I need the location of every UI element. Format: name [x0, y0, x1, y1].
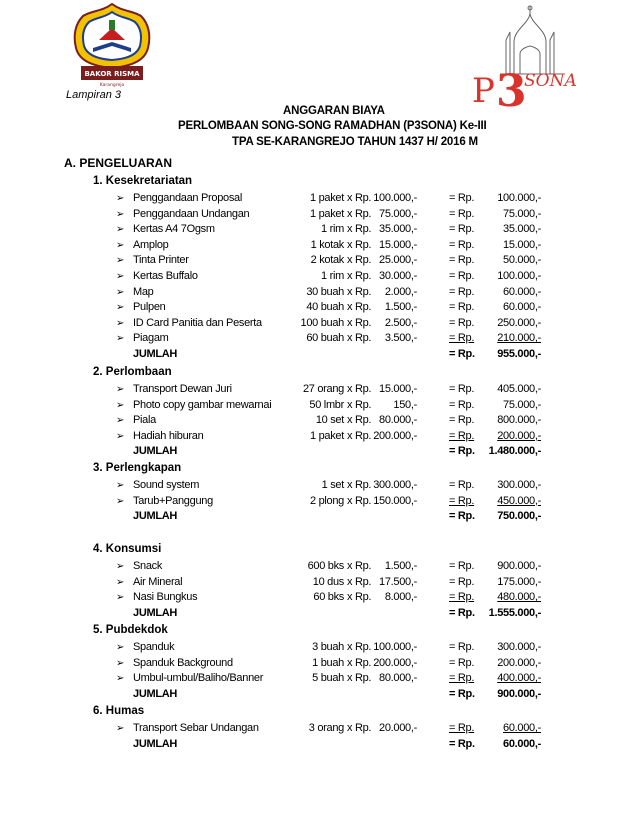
equals-rp-label: = Rp. — [449, 270, 475, 282]
equals-rp-label: = Rp. — [449, 606, 475, 619]
item-name: Piagam — [133, 332, 169, 345]
section-total-value: 1.555.000,- — [488, 606, 541, 619]
item-name: Transport Dewan Juri — [133, 383, 232, 395]
item-name: Map — [133, 285, 154, 298]
unit-price: 15.000,- — [379, 238, 417, 251]
section-total-label: JUMLAH — [133, 510, 178, 523]
section-total-value: 1.480.000,- — [488, 445, 541, 458]
times-rp-label: x Rp. — [347, 479, 372, 491]
equals-rp-label: = Rp. — [449, 687, 475, 700]
arrow-bullet-icon: ➢ — [116, 302, 125, 314]
equals-rp-label: = Rp. — [449, 238, 475, 251]
equals-rp-label: = Rp. — [449, 398, 475, 411]
times-rp-label: x Rp. — [347, 192, 372, 204]
arrow-bullet-icon: ➢ — [116, 480, 125, 491]
unit-price: 300.000,- — [373, 479, 417, 491]
item-name: Sound system — [133, 479, 200, 491]
times-rp-label: x Rp. — [347, 383, 372, 395]
unit-price: 15.000,- — [379, 383, 417, 395]
section-total-row — [0, 607, 638, 622]
arrow-bullet-icon: ➢ — [116, 208, 125, 220]
item-name: Tarub+Panggung — [133, 494, 213, 507]
item-quantity: 1 rim — [321, 223, 344, 236]
unit-price: 200.000,- — [373, 656, 417, 669]
times-rp-label: x Rp. — [347, 575, 372, 588]
item-name: Tinta Printer — [133, 254, 189, 267]
item-name: Kertas Buffalo — [133, 270, 198, 282]
arrow-bullet-icon: ➢ — [116, 317, 125, 329]
unit-price: 30.000,- — [379, 270, 417, 282]
item-name: Penggandaan Proposal — [133, 192, 242, 204]
item-quantity: 100 buah — [300, 316, 344, 329]
section-total-row — [0, 445, 638, 460]
item-total: 175.000,- — [497, 575, 541, 588]
times-rp-label: x Rp. — [347, 429, 372, 442]
times-rp-label: x Rp. — [347, 398, 372, 411]
section-total-label: JUMLAH — [133, 737, 178, 750]
item-quantity: 10 set — [315, 414, 344, 427]
budget-row — [0, 495, 638, 510]
expenses-heading: A. PENGELUARAN — [64, 156, 173, 170]
logo-left-caption: BAKOR RISMA — [84, 70, 140, 78]
item-total: 300.000,- — [497, 479, 541, 491]
item-name: Spanduk Background — [133, 656, 233, 669]
item-total: 480.000,- — [497, 591, 541, 604]
item-quantity: 2 plong — [310, 494, 344, 507]
arrow-bullet-icon: ➢ — [116, 592, 125, 604]
equals-rp-label: = Rp. — [449, 560, 475, 572]
unit-price: 80.000,- — [379, 672, 417, 685]
logo-left-subcaption: Karangrejo — [99, 83, 125, 88]
equals-rp-label: = Rp. — [449, 332, 475, 345]
section-total-label: JUMLAH — [133, 445, 178, 458]
unit-price: 1.500,- — [384, 560, 417, 572]
equals-rp-label: = Rp. — [449, 301, 475, 314]
item-name: ID Card Panitia dan Peserta — [133, 316, 262, 329]
unit-price: 17.500,- — [379, 575, 417, 588]
item-name: Kertas A4 7Ogsm — [133, 223, 215, 236]
item-quantity: 1 buah — [312, 656, 344, 669]
item-total: 15.000,- — [503, 238, 541, 251]
item-name: Piala — [133, 414, 156, 427]
equals-rp-label: = Rp. — [449, 192, 475, 204]
equals-rp-label: = Rp. — [449, 348, 475, 360]
equals-rp-label: = Rp. — [449, 722, 475, 734]
times-rp-label: x Rp. — [347, 641, 372, 653]
times-rp-label: x Rp. — [347, 591, 372, 604]
budget-row — [0, 576, 638, 591]
times-rp-label: x Rp. — [347, 656, 372, 669]
arrow-bullet-icon: ➢ — [116, 576, 125, 588]
times-rp-label: x Rp. — [347, 672, 372, 685]
equals-rp-label: = Rp. — [449, 285, 475, 298]
item-total: 210.000,- — [497, 332, 541, 345]
times-rp-label: x Rp. — [347, 332, 372, 345]
equals-rp-label: = Rp. — [449, 414, 475, 427]
equals-rp-label: = Rp. — [449, 494, 475, 507]
times-rp-label: x Rp. — [347, 238, 372, 251]
arrow-bullet-icon: ➢ — [116, 255, 125, 267]
times-rp-label: x Rp. — [347, 285, 372, 298]
unit-price: 100.000,- — [373, 641, 417, 653]
item-name: Photo copy gambar mewarnai — [133, 398, 272, 411]
item-total: 100.000,- — [497, 270, 541, 282]
item-quantity: 60 buah — [306, 332, 344, 345]
item-total: 300.000,- — [497, 641, 541, 653]
times-rp-label: x Rp. — [347, 207, 372, 220]
item-total: 60.000,- — [503, 285, 541, 298]
item-total: 250.000,- — [497, 316, 541, 329]
section-total-value: 60.000,- — [503, 737, 541, 750]
unit-price: 8.000,- — [384, 591, 417, 604]
item-quantity: 40 buah — [306, 301, 344, 314]
unit-price: 75.000,- — [379, 207, 417, 220]
unit-price: 35.000,- — [379, 223, 417, 236]
section-total-label: JUMLAH — [133, 348, 178, 360]
times-rp-label: x Rp. — [347, 414, 372, 427]
section-total-row — [0, 738, 638, 753]
item-quantity: 30 buah — [306, 285, 344, 298]
budget-row — [0, 641, 638, 656]
unit-price: 3.500,- — [384, 332, 417, 345]
p3sona-logo — [470, 2, 582, 114]
item-total: 100.000,- — [497, 192, 541, 204]
arrow-bullet-icon: ➢ — [116, 673, 125, 685]
budget-row — [0, 239, 638, 254]
attachment-label: Lampiran 3 — [66, 89, 122, 101]
section-heading: 4. Konsumsi — [93, 543, 162, 555]
logo-sona-text: SONA — [524, 71, 577, 91]
item-quantity: 1 set — [321, 479, 344, 491]
item-name: Spanduk — [133, 641, 175, 653]
budget-row — [0, 591, 638, 606]
section-total-value: 900.000,- — [497, 687, 541, 700]
unit-price: 150,- — [393, 398, 417, 411]
section-heading: 2. Perlombaan — [93, 366, 172, 378]
item-name: Pulpen — [133, 301, 166, 314]
section-total-value: 750.000,- — [497, 510, 541, 523]
section-total-row — [0, 348, 638, 363]
equals-rp-label: = Rp. — [449, 254, 475, 267]
arrow-bullet-icon: ➢ — [116, 399, 125, 411]
section-total-label: JUMLAH — [133, 606, 178, 619]
arrow-bullet-icon: ➢ — [116, 286, 125, 298]
unit-price: 80.000,- — [379, 414, 417, 427]
unit-price: 1.500,- — [384, 301, 417, 314]
item-quantity: 5 buah — [312, 672, 344, 685]
item-quantity: 1 paket — [310, 192, 344, 204]
budget-row — [0, 383, 638, 398]
budget-row — [0, 208, 638, 223]
equals-rp-label: = Rp. — [449, 383, 475, 395]
item-total: 450.000,- — [497, 494, 541, 507]
unit-price: 2.500,- — [384, 316, 417, 329]
unit-price: 200.000,- — [373, 429, 417, 442]
item-quantity: 1 paket — [310, 429, 344, 442]
times-rp-label: x Rp. — [347, 301, 372, 314]
unit-price: 20.000,- — [379, 722, 417, 734]
arrow-bullet-icon: ➢ — [116, 333, 125, 345]
unit-price: 150.000,- — [373, 494, 417, 507]
item-quantity: 60 bks — [313, 591, 344, 604]
arrow-bullet-icon: ➢ — [116, 193, 125, 204]
title-line-1: ANGGARAN BIAYA — [283, 105, 385, 117]
budget-row — [0, 414, 638, 429]
budget-row — [0, 301, 638, 316]
budget-row — [0, 254, 638, 269]
times-rp-label: x Rp. — [347, 316, 372, 329]
budget-row — [0, 286, 638, 301]
item-total: 200.000,- — [497, 429, 541, 442]
equals-rp-label: = Rp. — [449, 737, 475, 750]
item-name: Penggandaan Undangan — [133, 207, 250, 220]
unit-price: 25.000,- — [379, 254, 417, 267]
item-total: 75.000,- — [503, 207, 541, 220]
item-total: 60.000,- — [503, 722, 541, 734]
unit-price: 2.000,- — [384, 285, 417, 298]
budget-row — [0, 479, 638, 494]
equals-rp-label: = Rp. — [449, 591, 475, 604]
equals-rp-label: = Rp. — [449, 316, 475, 329]
section-total-label: JUMLAH — [133, 687, 178, 700]
item-total: 60.000,- — [503, 301, 541, 314]
item-quantity: 50 lmbr — [309, 398, 344, 411]
logo-p-letter: P — [472, 71, 495, 111]
item-total: 200.000,- — [497, 656, 541, 669]
arrow-bullet-icon: ➢ — [116, 224, 125, 236]
equals-rp-label: = Rp. — [449, 575, 475, 588]
budget-row — [0, 430, 638, 445]
equals-rp-label: = Rp. — [449, 510, 475, 523]
budget-row — [0, 317, 638, 332]
section-total-row — [0, 510, 638, 525]
equals-rp-label: = Rp. — [449, 223, 475, 236]
equals-rp-label: = Rp. — [449, 445, 475, 458]
title-line-2: PERLOMBAAN SONG-SONG RAMADHAN (P3SONA) Ke-III — [178, 120, 487, 132]
item-name: Hadiah hiburan — [133, 429, 204, 442]
budget-row — [0, 192, 638, 207]
equals-rp-label: = Rp. — [449, 207, 475, 220]
item-total: 405.000,- — [497, 383, 541, 395]
budget-row — [0, 270, 638, 285]
budget-row — [0, 399, 638, 414]
times-rp-label: x Rp. — [347, 223, 372, 236]
section-heading: 1. Kesekretariatan — [93, 175, 193, 187]
arrow-bullet-icon: ➢ — [116, 561, 125, 572]
budget-row — [0, 560, 638, 575]
times-rp-label: x Rp. — [347, 560, 372, 572]
section-heading: 5. Pubdekdok — [93, 624, 168, 636]
arrow-bullet-icon: ➢ — [116, 430, 125, 442]
item-quantity: 2 kotak — [310, 254, 344, 267]
item-quantity: 1 rim — [321, 270, 344, 282]
arrow-bullet-icon: ➢ — [116, 271, 125, 282]
budget-row — [0, 332, 638, 347]
budget-row — [0, 722, 638, 737]
item-total: 400.000,- — [497, 672, 541, 685]
times-rp-label: x Rp. — [347, 722, 372, 734]
times-rp-label: x Rp. — [347, 270, 372, 282]
item-name: Snack — [133, 560, 163, 572]
budget-row — [0, 657, 638, 672]
bakor-risma-logo — [71, 2, 153, 88]
unit-price: 100.000,- — [373, 192, 417, 204]
section-heading: 6. Humas — [93, 705, 145, 717]
item-name: Transport Sebar Undangan — [133, 722, 259, 734]
equals-rp-label: = Rp. — [449, 479, 475, 491]
item-quantity: 600 bks — [307, 560, 344, 572]
item-name: Nasi Bungkus — [133, 591, 198, 604]
item-name: Amplop — [133, 238, 169, 251]
budget-row — [0, 672, 638, 687]
item-total: 50.000,- — [503, 254, 541, 267]
item-quantity: 27 orang — [302, 383, 344, 395]
budget-row — [0, 223, 638, 238]
arrow-bullet-icon: ➢ — [116, 657, 125, 669]
equals-rp-label: = Rp. — [449, 641, 475, 653]
item-total: 35.000,- — [503, 223, 541, 236]
arrow-bullet-icon: ➢ — [116, 723, 125, 734]
item-quantity: 1 kotak — [310, 238, 344, 251]
section-heading: 3. Perlengkapan — [93, 462, 182, 474]
arrow-bullet-icon: ➢ — [116, 415, 125, 427]
item-quantity: 3 orang — [308, 722, 344, 734]
item-quantity: 1 paket — [310, 207, 344, 220]
section-total-row — [0, 688, 638, 703]
equals-rp-label: = Rp. — [449, 672, 475, 685]
title-line-3: TPA SE-KARANGREJO TAHUN 1437 H/ 2016 M — [232, 136, 478, 148]
times-rp-label: x Rp. — [347, 494, 372, 507]
arrow-bullet-icon: ➢ — [116, 495, 125, 507]
item-quantity: 3 buah — [312, 641, 344, 653]
item-total: 800.000,- — [497, 414, 541, 427]
arrow-bullet-icon: ➢ — [116, 384, 125, 395]
arrow-bullet-icon: ➢ — [116, 642, 125, 653]
logo-3-numeral: 3 — [496, 66, 527, 114]
times-rp-label: x Rp. — [347, 254, 372, 267]
equals-rp-label: = Rp. — [449, 656, 475, 669]
section-total-value: 955.000,- — [497, 348, 541, 360]
item-name: Air Mineral — [133, 575, 183, 588]
item-name: Umbul-umbul/Baliho/Banner — [133, 672, 264, 685]
equals-rp-label: = Rp. — [449, 429, 475, 442]
item-total: 75.000,- — [503, 398, 541, 411]
item-total: 900.000,- — [497, 560, 541, 572]
item-quantity: 10 dus — [312, 575, 344, 588]
arrow-bullet-icon: ➢ — [116, 239, 125, 251]
